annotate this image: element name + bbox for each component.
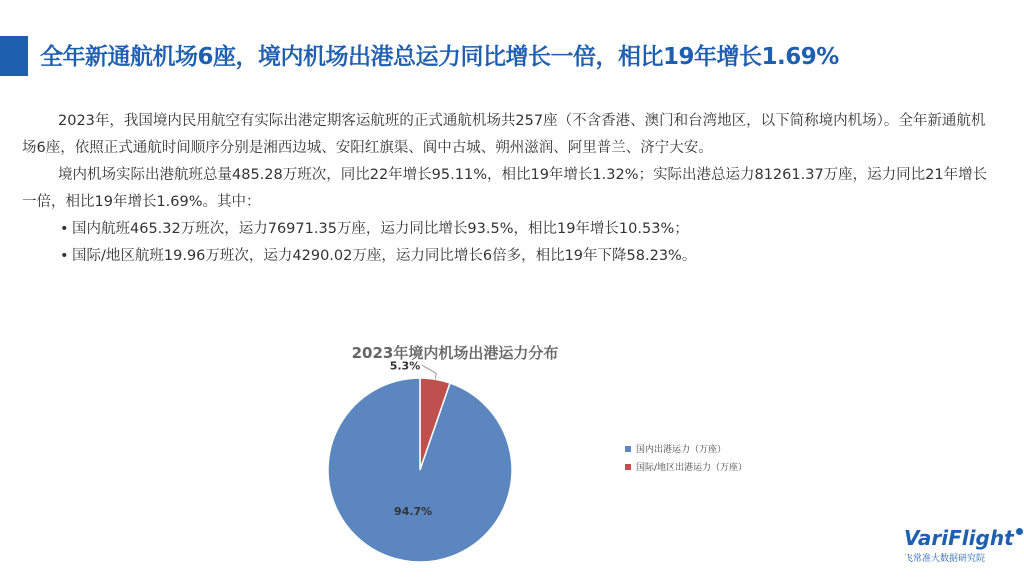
pie-chart xyxy=(300,330,800,580)
slice-label: 94.7% xyxy=(394,504,433,518)
pie-slice xyxy=(328,378,512,562)
legend-label: 国内出港运力（万座） xyxy=(636,445,727,455)
body-text xyxy=(22,108,990,270)
legend-swatch xyxy=(625,464,631,470)
variflight-logo xyxy=(904,526,1014,574)
paragraph-summary: 境内机场实际出港航班总量485.28万班次，同比22年增长95.11%，相比19年增长1.32%；实际出港总运力81261.37万座，运力同比21年增长一倍，相比19年增长1.69%。其中： xyxy=(22,167,988,210)
chart-title: 2023年境内机场出港运力分布 xyxy=(351,344,559,362)
paragraph-intro: 2023年，我国境内民用航空有实际出港定期客运航班的正式通航机场共257座（不含香港、澳门和台湾地区，以下简称境内机场）。全年新通航机场6座，依照正式通航时间顺序分别是湘西边城、安阳红旗渠、阆中古城、朔州滋润、阿里普兰、济宁大安。 xyxy=(22,113,986,156)
logo-brand: VariFlight xyxy=(904,526,1014,550)
bullet-domestic-text: 国内航班465.32万班次，运力76971.35万座，运力同比增长93.5%，相比19年增长10.53%； xyxy=(72,221,689,237)
slice-label: 5.3% xyxy=(389,359,421,373)
title-accent-bar xyxy=(0,36,28,76)
logo-dot-icon xyxy=(1016,528,1023,535)
legend-swatch xyxy=(625,446,631,452)
slice-leader-line xyxy=(422,365,436,379)
bullet-international xyxy=(22,243,990,270)
bullet-international-text: 国际/地区航班19.96万班次，运力4290.02万座，运力同比增长6倍多，相比19年下降58.23%。 xyxy=(72,248,697,264)
bullet-domestic xyxy=(22,216,990,243)
logo-subtitle: 飞常准大数据研究院 xyxy=(904,554,986,564)
legend-label: 国际/地区出港运力（万座） xyxy=(636,463,748,473)
page-title: 全年新通航机场6座，境内机场出港总运力同比增长一倍，相比19年增长1.69% xyxy=(40,44,839,70)
bullet-dot: • xyxy=(60,221,69,237)
bullet-dot: • xyxy=(60,248,69,264)
